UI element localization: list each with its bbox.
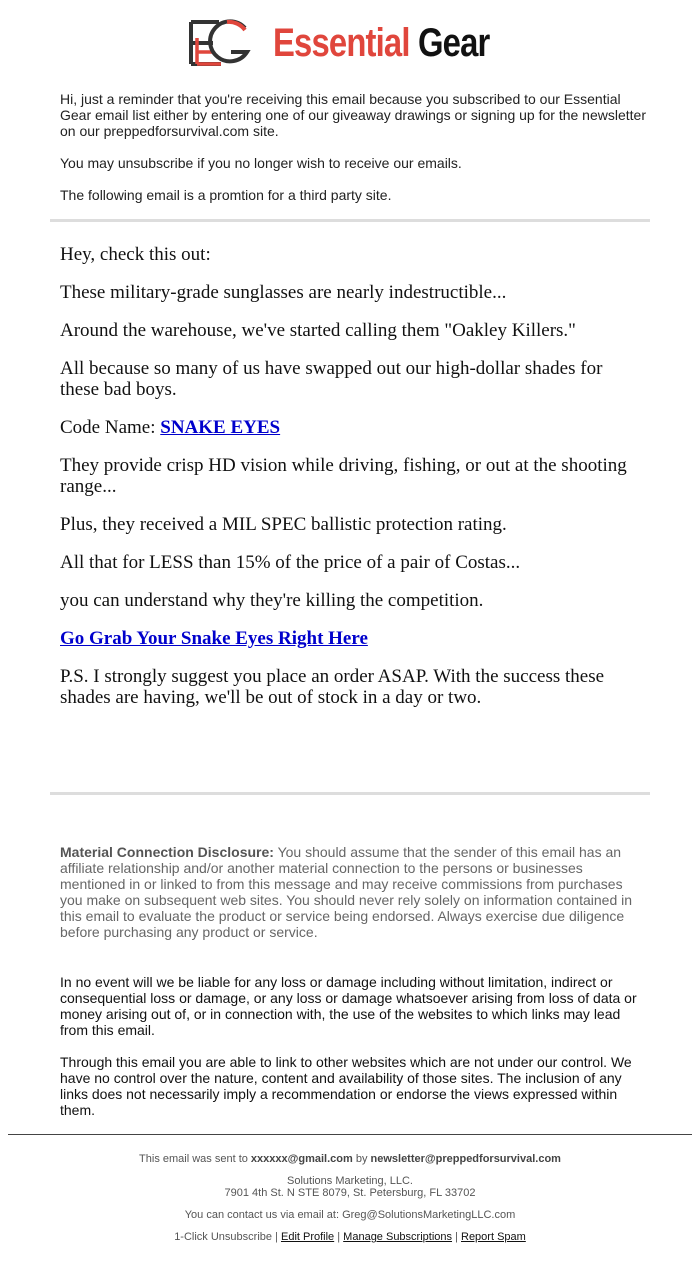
company-address: 7901 4th St. N STE 8079, St. Petersburg, FL 33702	[224, 1187, 476, 1199]
logo-word-gear: Gear	[417, 20, 490, 65]
eg-logo-mark-icon	[187, 18, 253, 68]
logo	[0, 17, 700, 69]
divider	[50, 792, 650, 795]
unsubscribe-note: You may unsubscribe if you no longer wish to receive our emails.	[60, 155, 462, 171]
manage-subscriptions-link[interactable]: Manage Subscriptions	[343, 1231, 453, 1243]
cta-link[interactable]: Go Grab Your Snake Eyes Right Here	[60, 628, 368, 649]
intro-section	[60, 91, 650, 203]
body-paragraph: All because so many of us have swapped out our high-dollar shades for these bad boys.	[60, 358, 603, 400]
body-paragraph: Plus, they received a MIL SPEC ballistic protection rating.	[60, 514, 507, 535]
one-click-unsubscribe[interactable]: 1-Click Unsubscribe	[174, 1231, 272, 1243]
subscription-reminder: Hi, just a reminder that you're receiving this email because you subscribed to our Essential Gear email list either by entering one of our giveaway drawings or signing up for the newsletter on our preppedforsurvival.com site.	[60, 91, 646, 139]
report-spam-link[interactable]: Report Spam	[461, 1231, 526, 1243]
company-name: Solutions Marketing, LLC.	[287, 1175, 413, 1187]
recipient-email: xxxxxx@gmail.com	[250, 1153, 353, 1165]
body-paragraph: you can understand why they're killing the competition.	[60, 590, 484, 611]
code-name-label: Code Name:	[60, 417, 161, 438]
snake-eyes-link[interactable]: SNAKE EYES	[160, 417, 281, 438]
separator: |	[272, 1231, 281, 1243]
material-disclosure	[60, 844, 645, 940]
separator: |	[452, 1231, 461, 1243]
sent-mid: by	[352, 1153, 371, 1165]
liability-paragraph: In no event will we be liable for any loss or damage including without limitation, indirect or consequential loss or damage, or any loss or damage whatsoever arising from loss of data or money arising out of, or in connection with, the use of the websites to which links may lead from this email.	[60, 974, 637, 1038]
legal-section	[60, 974, 645, 1118]
footer	[0, 1135, 700, 1243]
external-links-paragraph: Through this email you are able to link to other websites which are not under our control. We have no control over the nature, content and availability of those sites. The inclusion of any links does not necessarily imply a recommendation or endorse the views expressed within them.	[60, 1054, 632, 1118]
body-paragraph: All that for LESS than 15% of the price of a pair of Costas...	[60, 552, 521, 573]
edit-profile-link[interactable]: Edit Profile	[280, 1231, 335, 1243]
body-paragraph: These military-grade sunglasses are nearly indestructible...	[60, 282, 507, 303]
sent-prefix: This email was sent to	[139, 1153, 251, 1165]
contact-line: You can contact us via email at: Greg@SolutionsMarketingLLC.com	[184, 1209, 516, 1221]
promotion-note: The following email is a promtion for a third party site.	[60, 187, 392, 203]
disclosure-title: Material Connection Disclosure:	[60, 844, 274, 860]
body-paragraph: Around the warehouse, we've started calling them "Oakley Killers."	[60, 320, 576, 341]
separator: |	[334, 1231, 344, 1243]
sender-email: newsletter@preppedforsurvival.com	[370, 1153, 561, 1165]
disclosure-text: You should assume that the sender of this email has an affiliate relationship and/or another material connection to the persons or businesses mentioned in or linked to from this message and may receive commissions from purchases you make on subsequent web sites. You should never rely solely on information contained in this email to evaluate the product or service being endorsed. Always exercise due diligence before purchasing any product or service.	[60, 844, 633, 940]
logo-word-essential: Essential	[273, 20, 410, 65]
body-paragraph: Hey, check this out:	[60, 244, 211, 265]
email-body	[60, 222, 640, 792]
body-paragraph: They provide crisp HD vision while driving, fishing, or out at the shooting range...	[60, 455, 627, 497]
ps-paragraph: P.S. I strongly suggest you place an order ASAP. With the success these shades are having, we'll be out of stock in a day or two.	[60, 666, 605, 708]
code-name-paragraph	[60, 417, 640, 438]
